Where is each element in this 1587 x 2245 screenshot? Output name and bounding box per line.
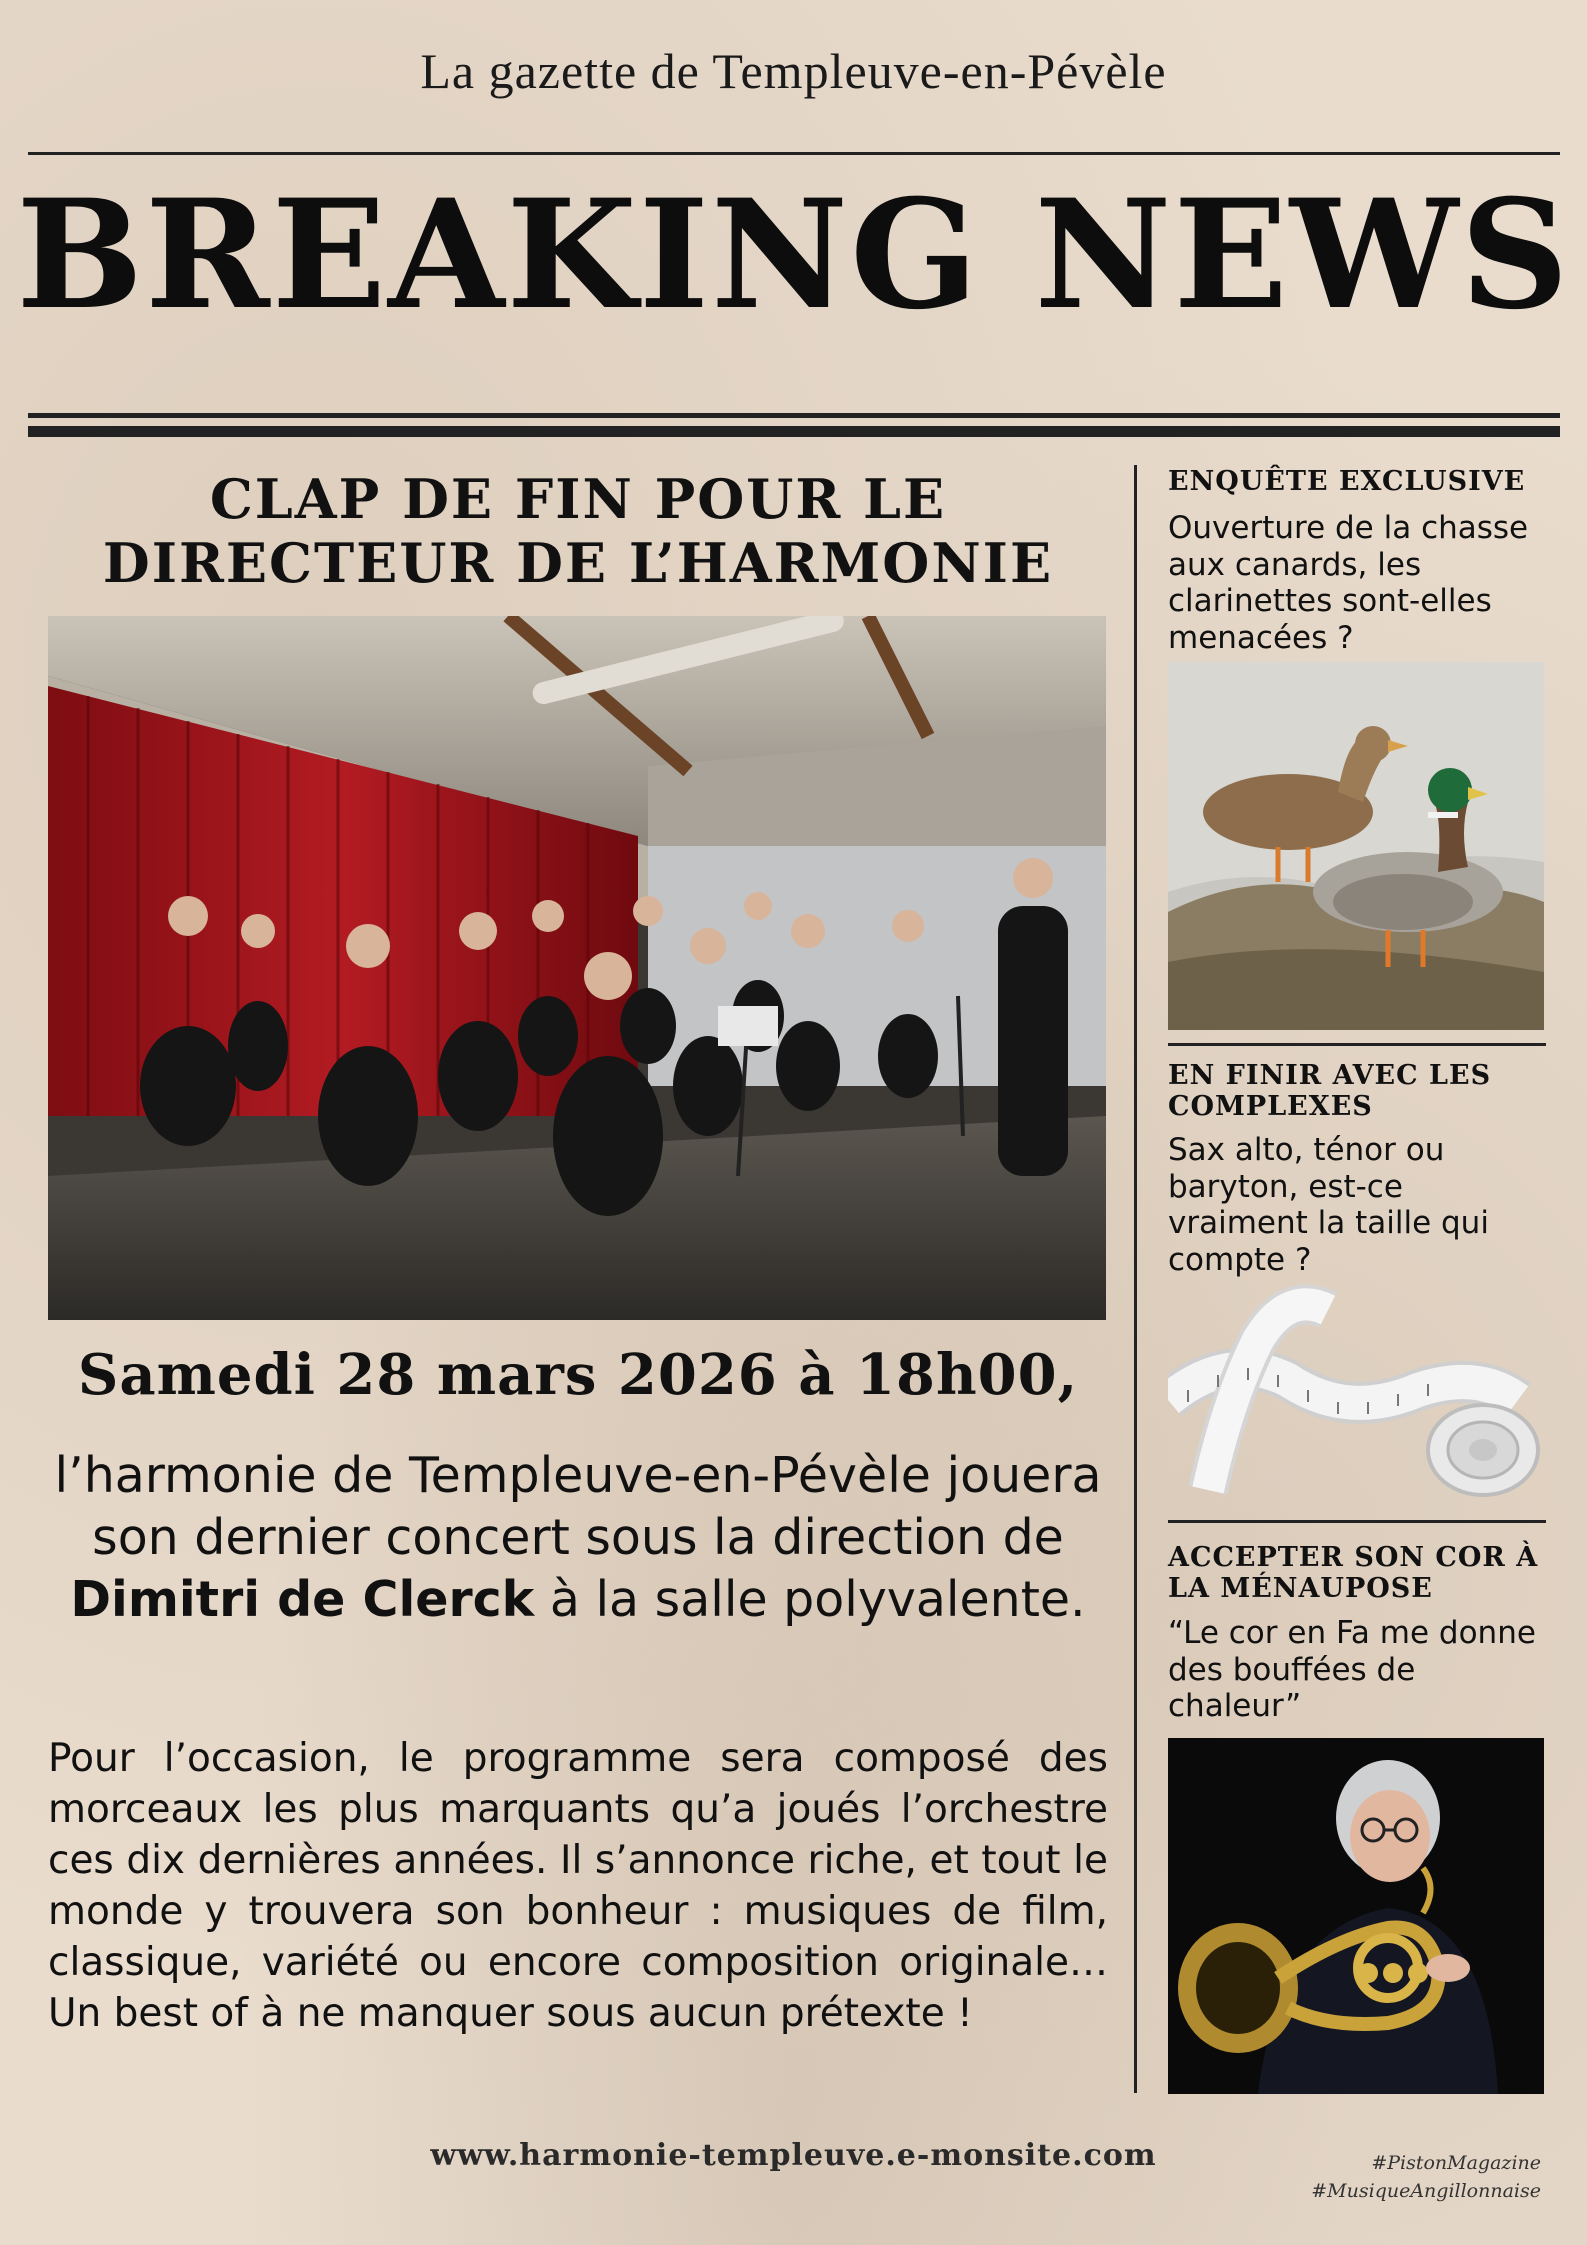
concert-photo bbox=[48, 616, 1106, 1320]
sidebar-text-cor: “Le cor en Fa me donne des bouffées de chaleur” bbox=[1168, 1615, 1536, 1725]
article-title-line1: CLAP DE FIN POUR LE bbox=[209, 467, 947, 531]
top-rule bbox=[28, 152, 1560, 155]
hashtag-musique: #MusiqueAngillonnaise bbox=[1311, 2179, 1541, 2202]
sidebar-rule-2 bbox=[1168, 1520, 1546, 1523]
horn-player-photo bbox=[1168, 1738, 1544, 2094]
double-rule-bottom bbox=[28, 426, 1560, 437]
lead-text-part2: à la salle polyvalente. bbox=[534, 1571, 1086, 1629]
concert-date: Samedi 28 mars 2026 à 18h00, bbox=[77, 1342, 1079, 1408]
sidebar-text-ducks: Ouverture de la chasse aux canards, les clarinettes sont-elles menacées ? bbox=[1168, 510, 1529, 656]
website-link[interactable]: www.harmonie-templeuve.e-monsite.com bbox=[430, 2138, 1157, 2173]
tape-measure-image bbox=[1168, 1280, 1544, 1510]
director-name: Dimitri de Clerck bbox=[70, 1571, 535, 1629]
hashtag-piston: #PistonMagazine bbox=[1371, 2152, 1541, 2174]
lead-text-part1: l’harmonie de Templeuve-en-Pévèle jouera son dernier concert sous la direction de bbox=[54, 1447, 1102, 1567]
sidebar-rule-1 bbox=[1168, 1043, 1546, 1046]
article-body: Pour l’occasion, le programme sera composé des morceaux les plus marquants qu’a joués l’orchestre ces dix dernières années. Il s’annonce riche, et tout le monde y trouvera son bonheur : musiques de film, classique, variété ou encore composition originale… Un best of à ne manquer sous aucun prétexte ! bbox=[48, 1736, 1108, 2037]
publication-name: La gazette de Templeuve-en-Pévèle bbox=[420, 43, 1167, 99]
sidebar-heading-cor: ACCEPTER SON COR À LA MÉNAUPOSE bbox=[1168, 1542, 1539, 1605]
breaking-news-headline: BREAKING NEWS bbox=[16, 167, 1571, 343]
ducks-photo bbox=[1168, 662, 1544, 1030]
article-lead bbox=[48, 1445, 1108, 1632]
article-title bbox=[48, 468, 1108, 595]
article-title-line2: DIRECTEUR DE L’HARMONIE bbox=[102, 530, 1054, 595]
sidebar-text-sax: Sax alto, ténor ou baryton, est-ce vraiment la taille qui compte ? bbox=[1168, 1132, 1489, 1278]
hashtags bbox=[1311, 2150, 1541, 2205]
sidebar-heading-exclusive: ENQUÊTE EXCLUSIVE bbox=[1168, 466, 1526, 497]
column-divider bbox=[1134, 465, 1137, 2093]
double-rule-top bbox=[28, 413, 1560, 418]
sidebar-heading-complexes: EN FINIR AVEC LES COMPLEXES bbox=[1168, 1060, 1492, 1123]
